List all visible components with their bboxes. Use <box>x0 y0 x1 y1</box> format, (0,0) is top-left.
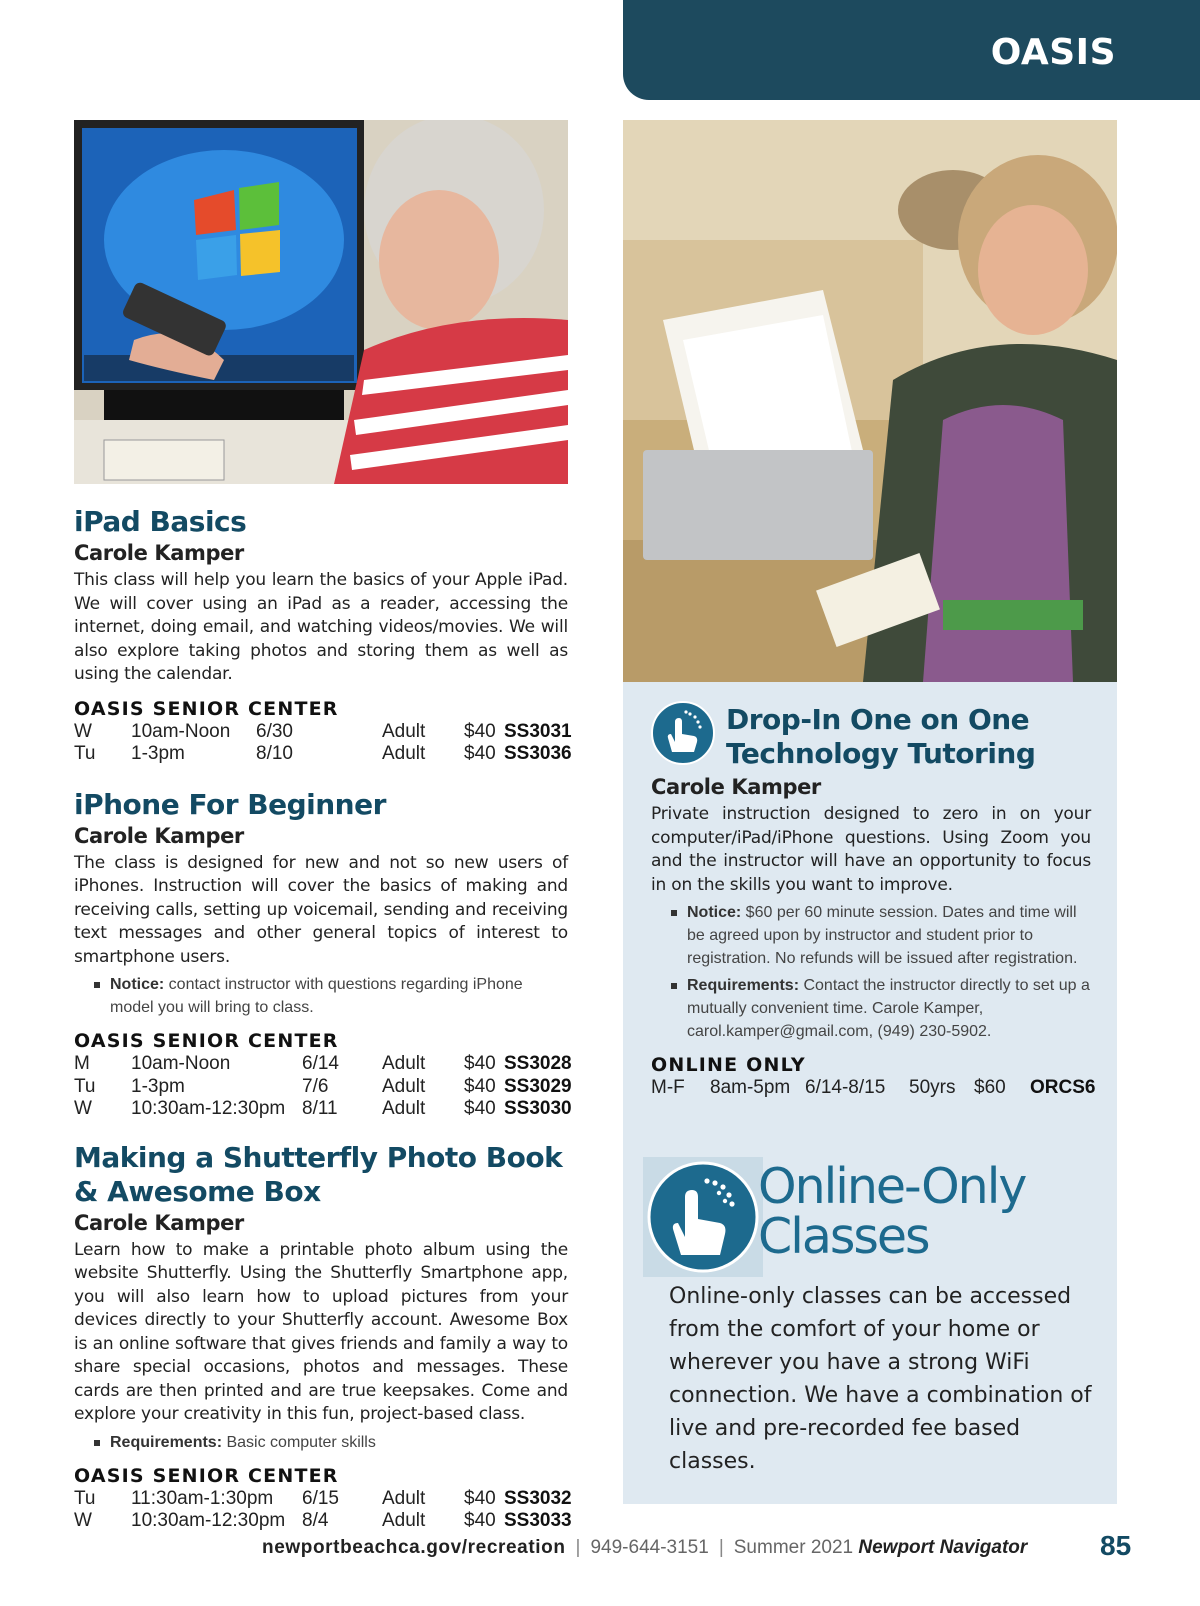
schedule-age: Adult <box>382 1075 426 1097</box>
note-text: $60 per 60 minute session. Dates and time will be agreed upon by instructor and student prior to registration. No refunds will be issued after registration. <box>687 904 1078 967</box>
schedule-table <box>74 1487 572 1533</box>
schedule-fee: $40 <box>464 1487 496 1509</box>
note-label: Notice: <box>687 904 742 921</box>
schedule-age: Adult <box>382 1098 426 1119</box>
course-shutterfly <box>74 1140 572 1533</box>
schedule-code: ORCS6 <box>1030 1077 1096 1098</box>
schedule-code: SS3030 <box>504 1098 572 1119</box>
schedule-date: 7/6 <box>302 1075 329 1097</box>
photo-instructor <box>623 120 1117 682</box>
schedule-age: 50yrs <box>909 1077 956 1098</box>
schedule-fee: $40 <box>464 1053 496 1074</box>
schedule-time: 10:30am-12:30pm <box>131 1510 286 1531</box>
schedule-table <box>74 1053 572 1121</box>
schedule-row <box>74 1098 572 1121</box>
schedule-time: 11:30am-1:30pm <box>131 1487 274 1509</box>
online-only-heading <box>758 1158 1026 1265</box>
schedule-date: 6/14-8/15 <box>805 1077 886 1098</box>
schedule-row <box>74 743 572 766</box>
schedule-date: 8/11 <box>302 1098 338 1119</box>
dropin-title-line1: Drop-In One on One <box>726 703 1030 736</box>
course-instructor: Carole Kamper <box>74 1210 244 1235</box>
schedule-table <box>74 720 572 766</box>
left-column <box>74 505 572 1533</box>
schedule-fee: $40 <box>464 743 496 764</box>
course-title: iPad Basics <box>74 505 247 538</box>
schedule-row <box>74 1075 572 1099</box>
page-number: 85 <box>1100 1530 1132 1561</box>
schedule-fee: $40 <box>464 1098 496 1119</box>
schedule-code: SS3033 <box>504 1510 572 1531</box>
photo-woman-computer <box>74 120 568 484</box>
schedule-age: Adult <box>382 1510 426 1531</box>
dropin-note <box>651 974 1091 1043</box>
schedule-table <box>651 1077 1096 1100</box>
dropin-heading <box>726 703 1116 771</box>
schedule-date: 8/4 <box>302 1510 329 1531</box>
course-note <box>74 973 568 1019</box>
dropin-title-line2: Technology Tutoring <box>726 737 1036 770</box>
schedule-age: Adult <box>382 1487 426 1509</box>
schedule-day: W <box>74 720 92 742</box>
dropin-location: ONLINE ONLY <box>651 1054 806 1076</box>
schedule-date: 6/15 <box>302 1487 339 1509</box>
schedule-age: Adult <box>382 720 426 742</box>
schedule-day: Tu <box>74 1487 96 1509</box>
page-footer: newportbeachca.gov/recreation | 949-644-3151 | Summer 2021 Newport Navigator <box>262 1537 1028 1558</box>
schedule-code: SS3031 <box>504 720 572 742</box>
schedule-date: 8/10 <box>256 743 293 764</box>
dropin-note <box>651 901 1091 970</box>
note-text: Basic computer skills <box>222 1433 376 1451</box>
course-location: OASIS SENIOR CENTER <box>74 1464 339 1487</box>
schedule-day: Tu <box>74 1075 96 1097</box>
note-label: Notice: <box>110 976 165 993</box>
schedule-time: 8am-5pm <box>710 1077 791 1098</box>
schedule-time: 1-3pm <box>131 1075 185 1097</box>
schedule-day: M-F <box>651 1077 685 1098</box>
schedule-code: SS3032 <box>504 1487 572 1509</box>
online-only-hand-icon <box>643 1157 763 1277</box>
schedule-day: W <box>74 1510 92 1531</box>
dropin-section <box>651 773 1096 1100</box>
course-instructor: Carole Kamper <box>74 823 244 848</box>
schedule-row <box>651 1077 1096 1100</box>
schedule-fee: $60 <box>974 1077 1006 1098</box>
course-ipad-basics <box>74 505 572 766</box>
online-only-description: Online-only classes can be accessed from the comfort of your home or wherever you have a strong WiFi connection. We have a combination of live and pre-recorded fee based classes. <box>669 1284 1092 1474</box>
schedule-date: 6/30 <box>256 720 293 742</box>
footer-magazine: Newport Navigator <box>858 1537 1028 1558</box>
course-location: OASIS SENIOR CENTER <box>74 1030 339 1052</box>
touch-hand-icon <box>650 700 716 766</box>
schedule-code: SS3029 <box>504 1075 572 1097</box>
schedule-day: Tu <box>74 743 96 764</box>
online-only-title-line1: Online-Only <box>758 1158 1026 1215</box>
footer-phone: 949-644-3151 <box>590 1537 709 1558</box>
schedule-date: 6/14 <box>302 1053 339 1074</box>
schedule-time: 10:30am-12:30pm <box>131 1098 286 1119</box>
course-location: OASIS SENIOR CENTER <box>74 697 339 720</box>
note-label: Requirements: <box>110 1433 223 1451</box>
schedule-time: 10am-Noon <box>131 720 231 742</box>
note-text: Contact the instructor directly to set up a mutually convenient time. Carole Kamper, carol.kamper@gmail.com, (949) 230-5902. <box>687 977 1090 1040</box>
course-iphone-beginner <box>74 787 572 1121</box>
course-description: Learn how to make a printable photo album using the website Shutterfly. Using the Shutterfly Smartphone app, you will also learn how to upload pictures from your devices directly to your Shutterfly account. Awesome Box is an online software that gives friends and family a way to share special occasions, photos and messages. These cards are then printed and are true keepsakes. Come and explore your creativity in this fun, project-based class. <box>74 1239 568 1424</box>
schedule-time: 10am-Noon <box>131 1053 231 1074</box>
course-title: Making a Shutterfly Photo Book & Awesome Box <box>74 1140 563 1208</box>
schedule-row <box>74 1510 572 1533</box>
schedule-code: SS3036 <box>504 743 572 764</box>
schedule-day: W <box>74 1098 92 1119</box>
section-title: OASIS <box>990 32 1116 73</box>
schedule-fee: $40 <box>464 1510 496 1531</box>
schedule-fee: $40 <box>464 1075 496 1097</box>
schedule-row <box>74 1053 572 1076</box>
footer-url[interactable]: newportbeachca.gov/recreation <box>262 1537 566 1558</box>
course-description: The class is designed for new and not so new users of iPhones. Instruction will cover the basics of making and receiving calls, setting up voicemail, sending and receiving text messages and other general topics of interest to smartphone users. <box>74 852 568 967</box>
schedule-code: SS3028 <box>504 1053 572 1074</box>
note-label: Requirements: <box>687 977 800 994</box>
dropin-description: Private instruction designed to zero in on your computer/iPad/iPhone questions. Using Zoom you and the instructor will have an opportunity to focus in on the skills you want to improve. <box>651 804 1091 895</box>
section-header-tab <box>623 0 1200 100</box>
schedule-time: 1-3pm <box>131 743 185 764</box>
footer-season: Summer 2021 <box>733 1537 854 1558</box>
course-title: iPhone For Beginner <box>74 787 386 821</box>
dropin-instructor: Carole Kamper <box>651 775 821 799</box>
course-note <box>74 1431 568 1454</box>
schedule-row <box>74 1487 572 1511</box>
schedule-row <box>74 720 572 744</box>
schedule-fee: $40 <box>464 720 496 742</box>
online-only-title-line2: Classes <box>758 1208 929 1265</box>
schedule-age: Adult <box>382 1053 426 1074</box>
course-instructor: Carole Kamper <box>74 541 244 565</box>
schedule-day: M <box>74 1053 90 1074</box>
course-description: This class will help you learn the basics of your Apple iPad. We will cover using an iPad as a reader, accessing the internet, doing email, and watching videos/movies. We will also explore taking photos and storing them as well as using the calendar. <box>74 570 568 684</box>
note-text: contact instructor with questions regarding iPhone model you will bring to class. <box>110 976 523 1016</box>
schedule-age: Adult <box>382 743 426 764</box>
